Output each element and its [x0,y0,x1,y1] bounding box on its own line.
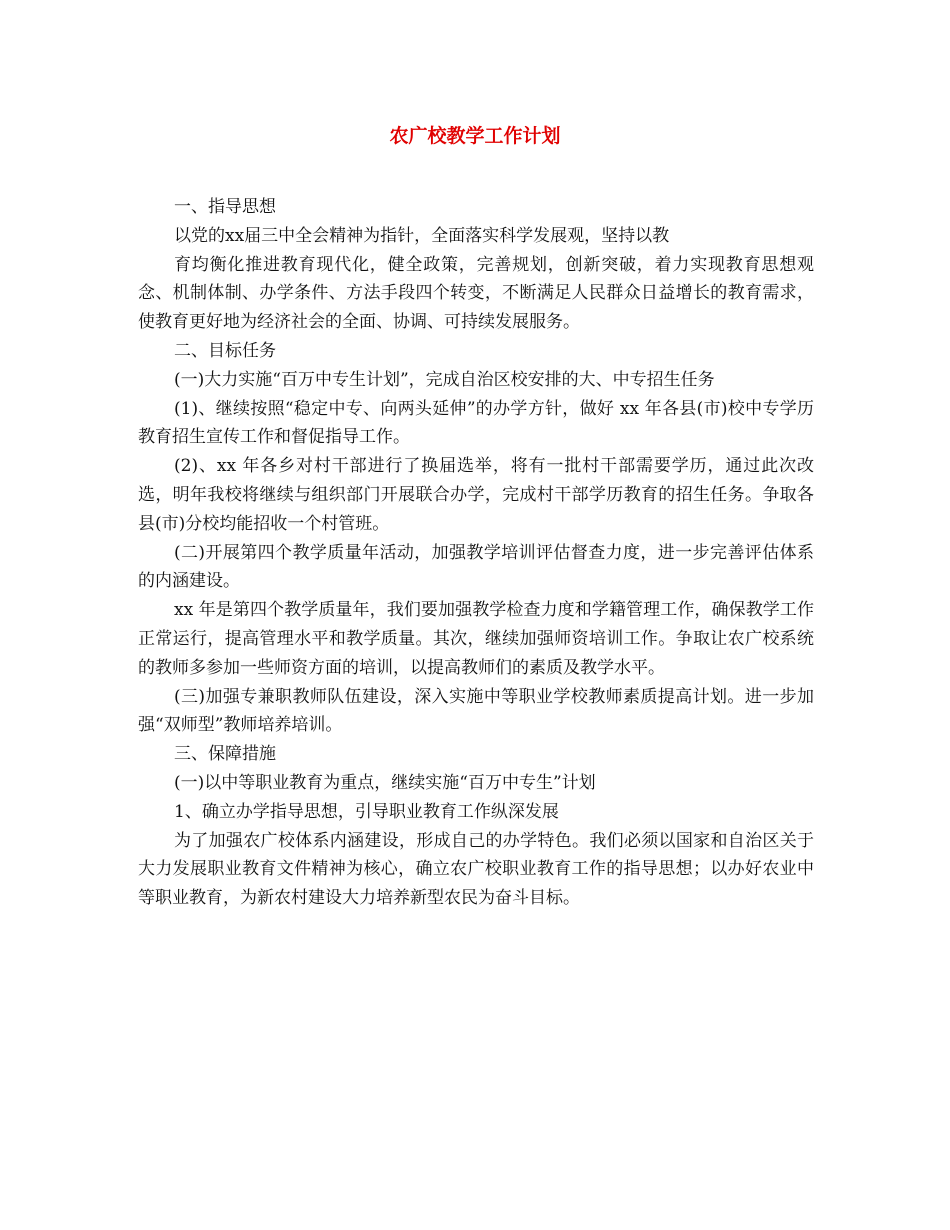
item-heading: 1、确立办学指导思想，引导职业教育工作纵深发展 [174,801,559,822]
section-heading-3: 三、保障措施 [174,744,276,765]
paragraph: 育均衡化推进教育现代化，健全政策，完善规划，创新突破，着力实现教育思想观念、机制体制、办学条件、方法手段四个转变，不断满足人民群众日益增长的教育需求，使教育更好地为经济社会的全面、协调、可持续发展服务。 [138,254,814,333]
document-body [138,193,814,913]
paragraph: (2)、xx 年各乡对村干部进行了换届选举，将有一批村干部需要学历，通过此次改选，明年我校将继续与组织部门开展联合办学，完成村干部学历教育的招生任务。争取各县(市)分校均能招收一个村管班。 [138,456,814,534]
paragraph: 为了加强农广校体系内涵建设，形成自己的办学特色。我们必须以国家和自治区关于大力发展职业教育文件精神为核心，确立农广校职业教育工作的指导思想；以办好农业中等职业教育，为新农村建设大力培养新型农民为奋斗目标。 [138,830,814,909]
paragraph: xx 年是第四个教学质量年，我们要加强教学检查力度和学籍管理工作，确保教学工作正常运行，提高管理水平和教学质量。其次，继续加强师资培训工作。争取让农广校系统的教师多参加一些师资方面的培训，以提高教师们的素质及教学水平。 [138,600,814,678]
section-heading-2: 二、目标任务 [174,340,276,361]
subsection-heading: (一)大力实施“百万中专生计划”，完成自治区校安排的大、中专招生任务 [174,369,715,390]
paragraph: 以党的xx届三中全会精神为指针，全面落实科学发展观，坚持以教 [174,225,670,246]
subsection-heading: (二)开展第四个教学质量年活动，加强教学培训评估督查力度，进一步完善评估体系的内涵建设。 [138,542,814,592]
paragraph: (1)、继续按照“稳定中专、向两头延伸”的办学方针，做好 xx 年各县(市)校中专学历教育招生宣传工作和督促指导工作。 [138,398,814,448]
subsection-heading: (一)以中等职业教育为重点，继续实施“百万中专生”计划 [174,772,596,793]
document-title: 农广校教学工作计划 [389,125,561,147]
subsection-heading: (三)加强专兼职教师队伍建设，深入实施中等职业学校教师素质提高计划。进一步加强“双师型”教师培养培训。 [138,686,814,736]
section-heading-1: 一、指导思想 [174,197,276,217]
